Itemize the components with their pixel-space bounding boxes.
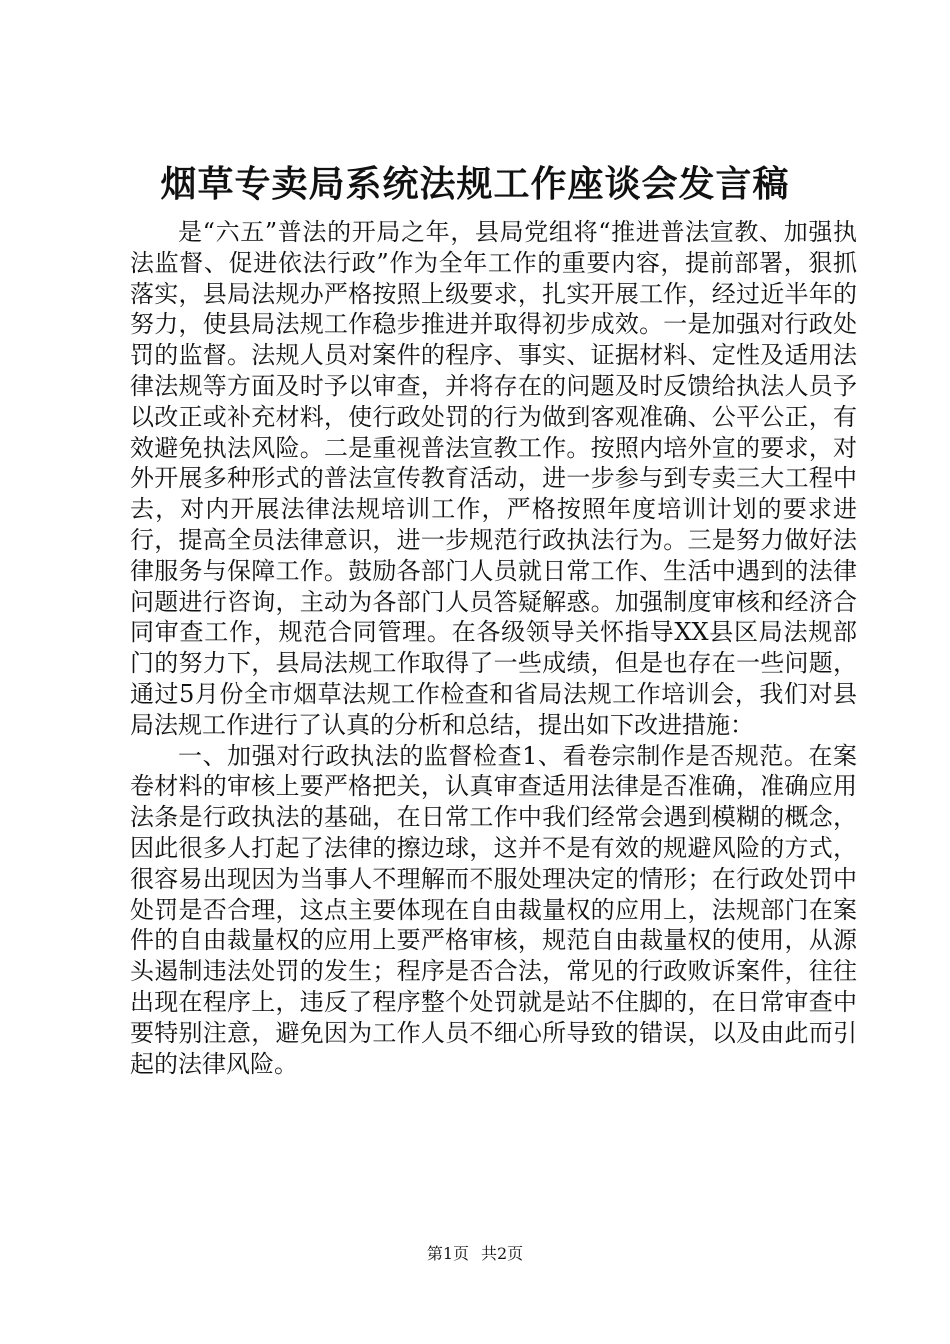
document-title: 烟草专卖局系统法规工作座谈会发言稿 (160, 163, 790, 205)
document-body (130, 217, 857, 1079)
paragraph-measure-one: 一、加强对行政执法的监督检查1、看卷宗制作是否规范。在案卷材料的审核上要严格把关，认真审查适用法律是否准确，准确应用法条是行政执法的基础，在日常工作中我们经常会遇到模糊的概念，因此很多人打起了法律的擦边球，这并不是有效的规避风险的方式，很容易出现因为当事人不理解而不服处理决定的情形；在行政处罚中处罚是否合理，这点主要体现在自由裁量权的应用上，法规部门在案件的自由裁量权的应用上要严格审核，规范自由裁量权的使用，从源头遏制违法处罚的发生；程序是否合法，常见的行政败诉案件，往往出现在程序上，违反了程序整个处罚就是站不住脚的，在日常审查中要特别注意，避免因为工作人员不细心所导致的错误，以及由此而引起的法律风险。 (130, 741, 857, 1078)
page-total: 共2页 (481, 1244, 524, 1263)
page-number: 第1页 (426, 1244, 469, 1263)
paragraph-intro: 是“六五”普法的开局之年，县局党组将“推进普法宣教、加强执法监督、促进依法行政”作为全年工作的重要内容，提前部署，狠抓落实，县局法规办严格按照上级要求，扎实开展工作，经过近半年的努力，使县局法规工作稳步推进并取得初步成效。一是加强对行政处罚的监督。法规人员对案件的程序、事实、证据材料、定性及适用法律法规等方面及时予以审查，并将存在的问题及时反馈给执法人员予以改正或补充材料，使行政处罚的行为做到客观准确、公平公正，有效避免执法风险。二是重视普法宣教工作。按照内培外宣的要求，对外开展多种形式的普法宣传教育活动，进一步参与到专卖三大工程中去，对内开展法律法规培训工作，严格按照年度培训计划的要求进行，提高全员法律意识，进一步规范行政执法行为。三是努力做好法律服务与保障工作。鼓励各部门人员就日常工作、生活中遇到的法律问题进行咨询，主动为各部门人员答疑解惑。加强制度审核和经济合同审查工作，规范合同管理。在各级领导关怀指导XX县区局法规部门的努力下，县局法规工作取得了一些成绩，但是也存在一些问题，通过5月份全市烟草法规工作检查和省局法规工作培训会，我们对县局法规工作进行了认真的分析和总结，提出如下改进措施： (130, 218, 857, 739)
page-footer (0, 1244, 950, 1264)
